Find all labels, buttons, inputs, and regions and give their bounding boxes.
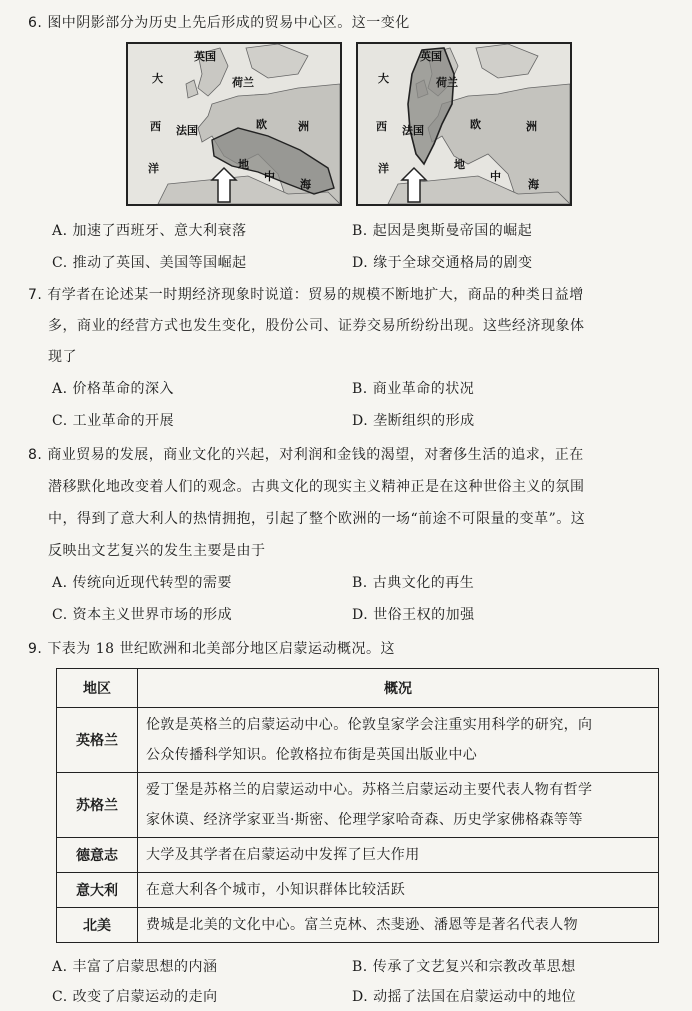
q7-option-d[interactable]: D. 垄断组织的形成 (352, 413, 475, 429)
q6-option-a[interactable]: A. 加速了西班牙、意大利衰落 (52, 223, 247, 239)
map-right-label-zhou: 洲 (526, 120, 537, 133)
map-left-label-ou: 欧 (256, 118, 267, 131)
map-right-label-di: 地 (454, 158, 465, 171)
q8-stem-line-4: 反映出文艺复兴的发生主要是由于 (48, 543, 266, 559)
desc-line: 爱丁堡是苏格兰的启蒙运动中心。苏格兰启蒙运动主要代表人物有哲学 (146, 782, 593, 798)
q8-option-a[interactable]: A. 传统向近现代转型的需要 (52, 575, 233, 591)
desc-line: 公众传播科学知识。伦敦格拉布街是英国出版业中心 (146, 747, 478, 763)
map-right-label-da: 大 (378, 72, 389, 85)
q8-stem-line-3: 中，得到了意大利人的热情拥抱，引起了整个欧洲的一场“前途不可限量的变革”。这 (48, 511, 586, 527)
q8-option-d[interactable]: D. 世俗王权的加强 (352, 607, 475, 623)
table-cell-desc (138, 773, 659, 838)
q8-option-c[interactable]: C. 资本主义世界市场的形成 (52, 607, 233, 623)
map-right-label-helan: 荷兰 (436, 76, 458, 89)
table-row (57, 773, 659, 838)
map-right-label-england: 英国 (420, 50, 442, 63)
map-right-label-hai: 海 (528, 178, 539, 191)
map-left-label-da: 大 (152, 72, 163, 85)
q6-option-d[interactable]: D. 缘于全球交通格局的剧变 (352, 255, 533, 271)
q9-option-c[interactable]: C. 改变了启蒙运动的走向 (52, 989, 218, 1005)
q7-stem-line-3: 现了 (48, 349, 77, 365)
q6-number: 6. (28, 15, 43, 31)
q6-option-b[interactable]: B. 起因是奥斯曼帝国的崛起 (352, 223, 533, 239)
map-left-label-di: 地 (238, 158, 249, 171)
desc-line: 在意大利各个城市，小知识群体比较活跃 (146, 882, 406, 898)
q7-stem-text-1: 有学者在论述某一时期经济现象时说道：贸易的规模不断地扩大，商品的种类日益增 (47, 287, 584, 303)
desc-line: 费城是北美的文化中心。富兰克林、杰斐逊、潘恩等是著名代表人物 (146, 917, 578, 933)
desc-line: 伦敦是英格兰的启蒙运动中心。伦敦皇家学会注重实用科学的研究，向 (146, 717, 593, 733)
q9-stem (28, 638, 395, 658)
desc-line: 大学及其学者在启蒙运动中发挥了巨大作用 (146, 847, 420, 863)
table-cell-region: 英格兰 (57, 708, 138, 773)
q8-stem-text-1: 商业贸易的发展，商业文化的兴起，对利润和金钱的渴望，对奢侈生活的追求，正在 (47, 447, 584, 463)
q9-option-b[interactable]: B. 传承了文艺复兴和宗教改革思想 (352, 959, 576, 975)
q7-option-a[interactable]: A. 价格革命的深入 (52, 381, 175, 397)
table-row (57, 838, 659, 873)
q6-stem-text: 图中阴影部分为历史上先后形成的贸易中心区。这一变化 (47, 15, 410, 31)
map-right-label-zhong: 中 (490, 170, 501, 183)
q9-option-a[interactable]: A. 丰富了启蒙思想的内涵 (52, 959, 218, 975)
table-row (57, 908, 659, 943)
q7-option-b[interactable]: B. 商业革命的状况 (352, 381, 475, 397)
map-right-label-france: 法国 (402, 124, 424, 137)
table-cell-desc (138, 708, 659, 773)
table-header-desc: 概况 (138, 669, 659, 708)
table-cell-region: 苏格兰 (57, 773, 138, 838)
table-cell-region: 北美 (57, 908, 138, 943)
q7-number: 7. (28, 287, 43, 303)
q9-stem-text: 下表为 18 世纪欧洲和北美部分地区启蒙运动概况。这 (47, 641, 396, 657)
table-cell-region: 德意志 (57, 838, 138, 873)
q6-stem (28, 12, 410, 32)
table-cell-desc (138, 873, 659, 908)
q8-option-b[interactable]: B. 古典文化的再生 (352, 575, 475, 591)
map-left-label-yang: 洋 (148, 162, 159, 175)
q6-option-c[interactable]: C. 推动了英国、美国等国崛起 (52, 255, 247, 271)
map-right-label-xi: 西 (376, 120, 387, 133)
table-cell-desc (138, 838, 659, 873)
q7-option-c[interactable]: C. 工业革命的开展 (52, 413, 175, 429)
map-left-label-hai: 海 (300, 178, 311, 191)
map-left-label-helan: 荷兰 (232, 76, 254, 89)
map-left-label-xi: 西 (150, 120, 161, 133)
table-row (57, 708, 659, 773)
q7-stem-line-1 (28, 284, 584, 304)
q8-stem-line-1 (28, 444, 584, 464)
map-left-label-england: 英国 (194, 50, 216, 63)
desc-line: 家休谟、经济学家亚当·斯密、伦理学家哈奇森、历史学家佛格森等等 (146, 812, 583, 828)
q9-table (56, 668, 659, 943)
q8-stem-line-2: 潜移默化地改变着人们的观念。古典文化的现实主义精神正是在这种世俗主义的氛围 (48, 479, 585, 495)
table-cell-region: 意大利 (57, 873, 138, 908)
q7-stem-line-2: 多，商业的经营方式也发生变化，股份公司、证券交易所纷纷出现。这些经济现象体 (48, 318, 585, 334)
q9-number: 9. (28, 641, 43, 657)
q8-number: 8. (28, 447, 43, 463)
table-header-region: 地区 (57, 669, 138, 708)
q6-map-left (126, 42, 342, 206)
map-left-label-france: 法国 (176, 124, 198, 137)
map-right-label-ou: 欧 (470, 118, 481, 131)
q9-option-d[interactable]: D. 动摇了法国在启蒙运动中的地位 (352, 989, 577, 1005)
map-left-label-zhou: 洲 (298, 120, 309, 133)
map-right-label-yang: 洋 (378, 162, 389, 175)
q6-map-right (356, 42, 572, 206)
table-row (57, 873, 659, 908)
map-left-label-zhong: 中 (264, 170, 275, 183)
table-cell-desc (138, 908, 659, 943)
table-header-row (57, 669, 659, 708)
